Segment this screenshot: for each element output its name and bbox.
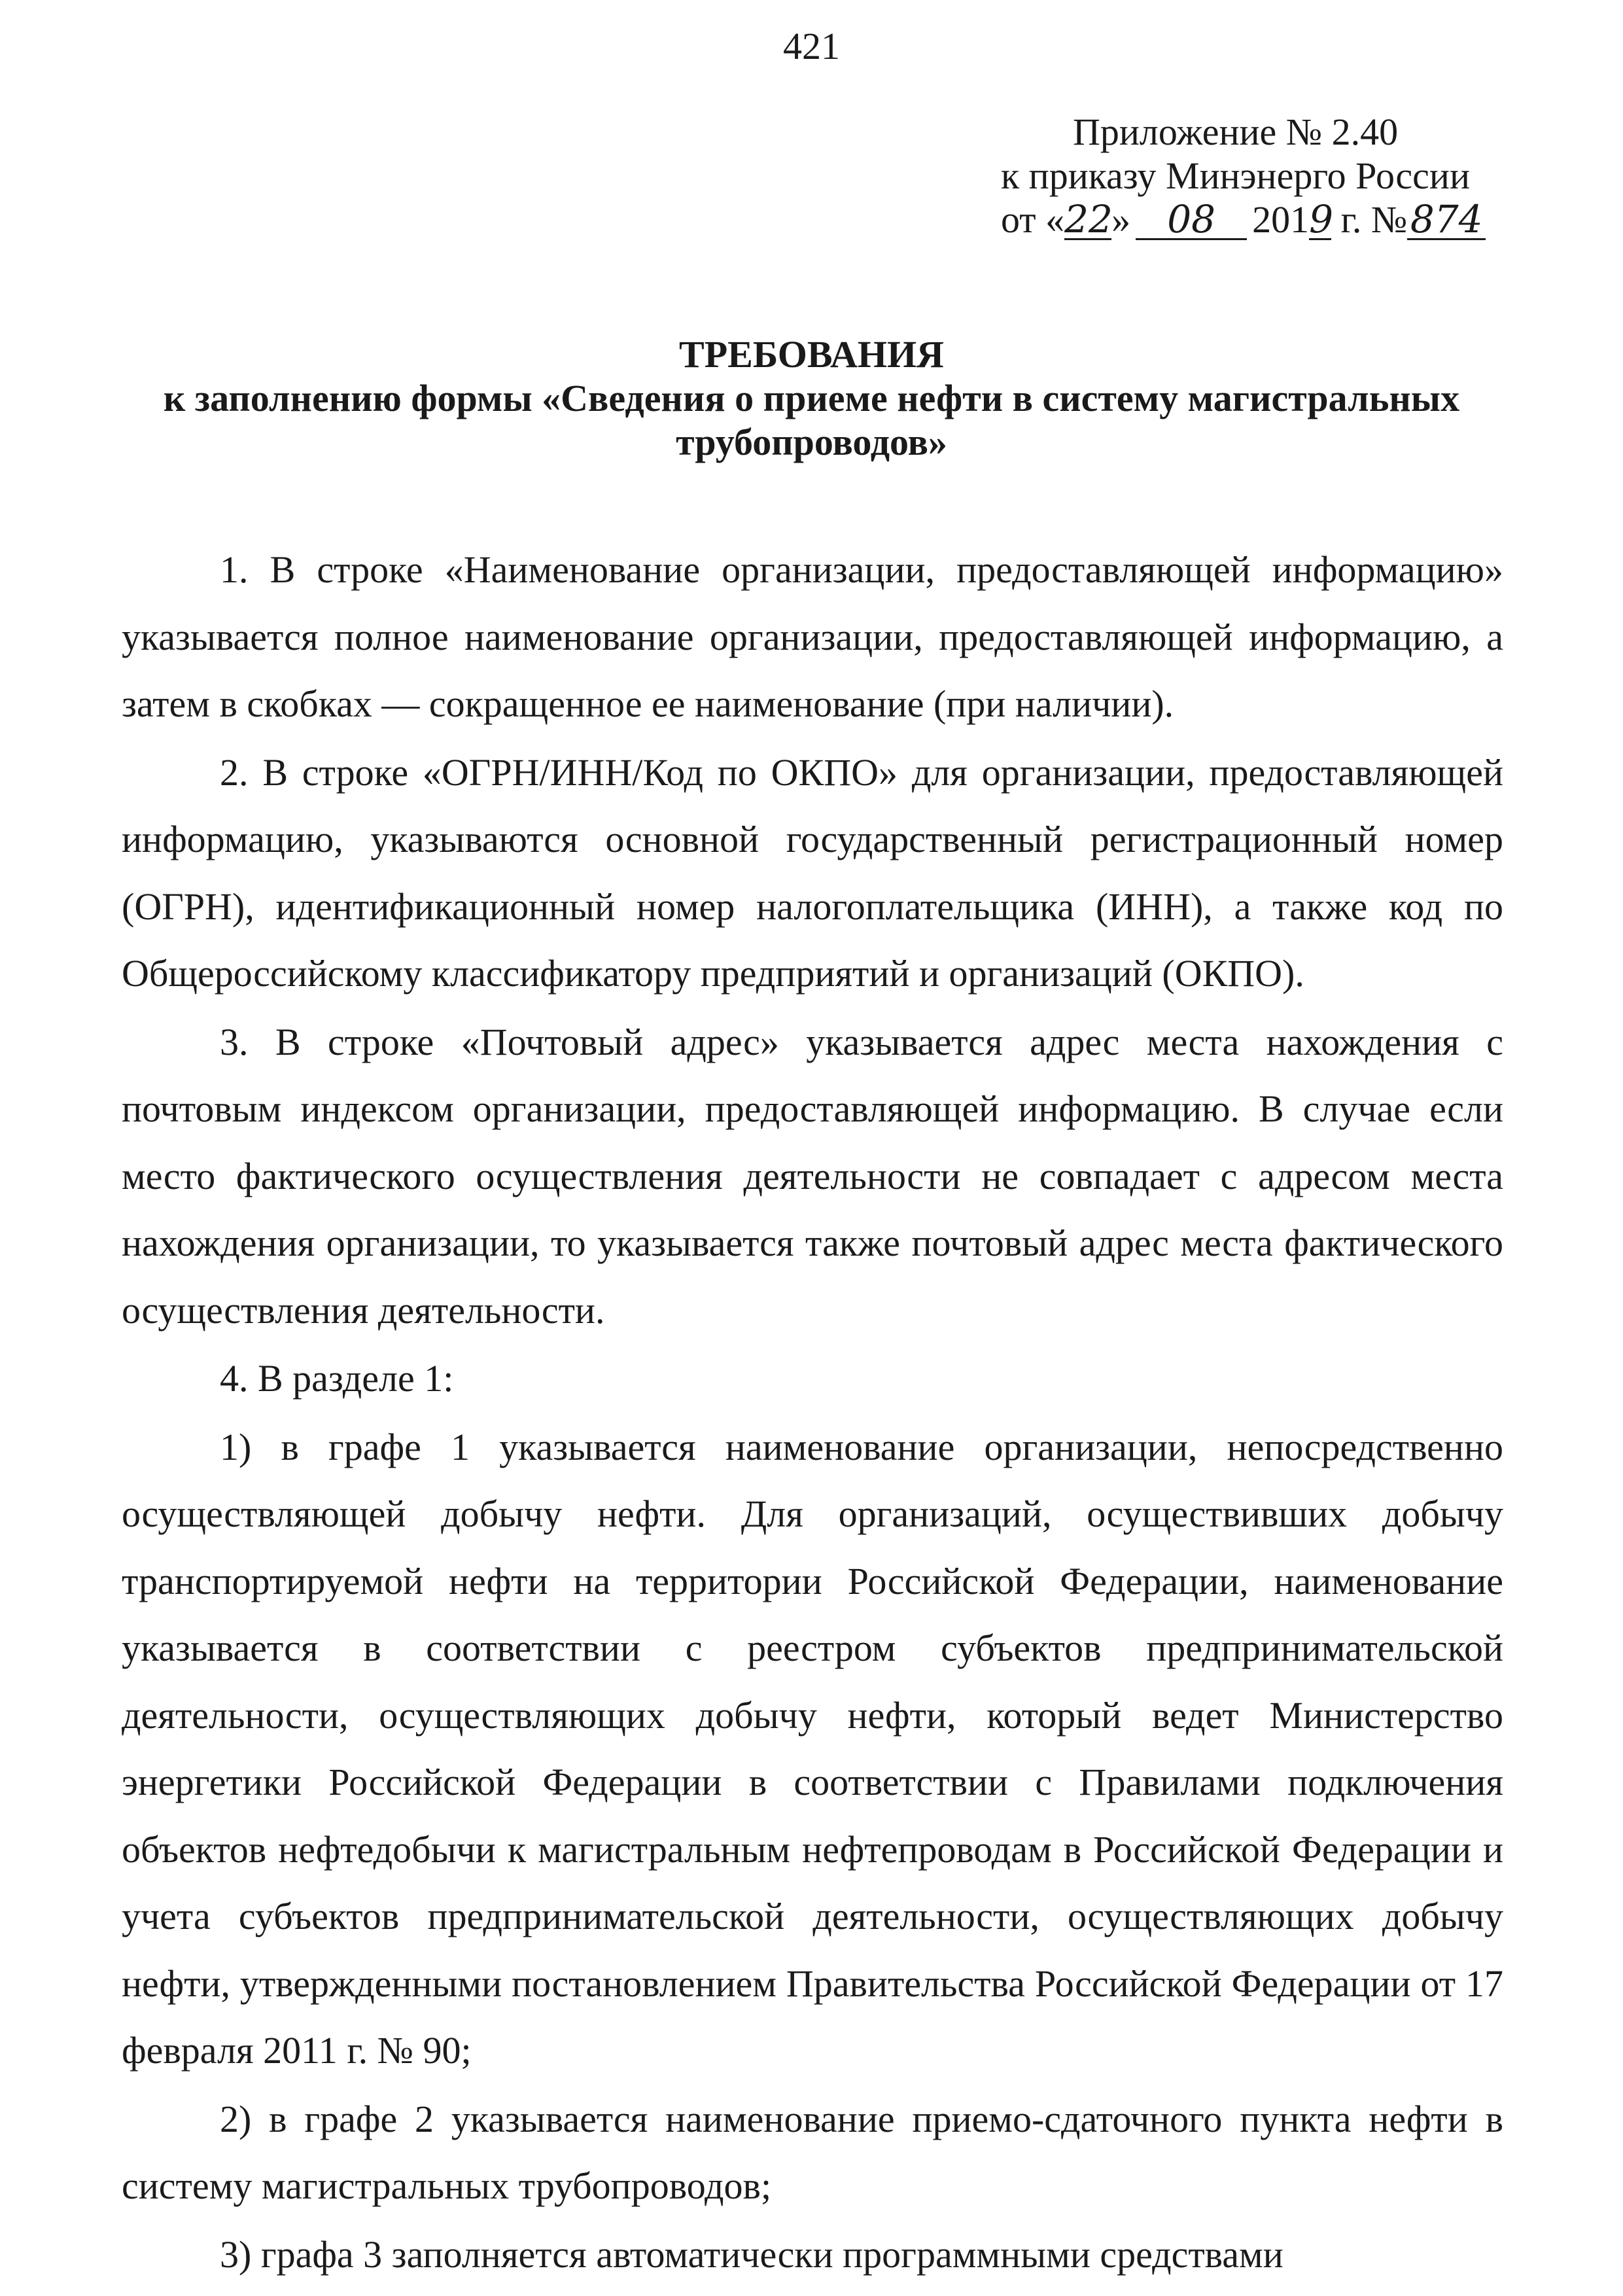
title-subtitle-line1: к заполнению формы «Сведения о приеме нефти в систему магистральных xyxy=(163,377,1460,419)
handwritten-year-digit: 9 xyxy=(1309,197,1333,241)
handwritten-day: 22 xyxy=(1064,197,1113,241)
paragraph-1: 1. В строке «Наименование организации, предоставляющей информацию» указывается полное наименование организации, предоставляющей информацию, а затем в скобках — сокращенное ее наименование (при наличии). xyxy=(122,548,1503,725)
date-mid: » xyxy=(1111,198,1131,241)
paragraph-2: 2. В строке «ОГРН/ИНН/Код по ОКПО» для организации, предоставляющей информацию, указываются основной государственный регистрационный номер (ОГРН), идентификационный номер налогоплательщика (ИНН), а также код по Общероссийскому классификатору предприятий и организаций (ОКПО). xyxy=(122,751,1503,995)
appendix-date-line xyxy=(1001,198,1524,241)
appendix-order-reference: к приказу Минэнерго России xyxy=(1001,154,1470,197)
handwritten-order-number: 874 xyxy=(1407,200,1486,240)
title-heading: ТРЕБОВАНИЯ xyxy=(679,333,944,376)
date-prefix: от « xyxy=(1001,198,1065,241)
paragraph-4-item-2: 2) в графе 2 указывается наименование приемо-сдаточного пункта нефти в систему магистральных трубопроводов; xyxy=(122,2097,1503,2207)
title-subtitle-line2: трубопроводов» xyxy=(676,421,947,463)
document-title xyxy=(0,332,1623,464)
appendix-header xyxy=(1001,110,1524,241)
paragraph-4-item-3: 3) графа 3 заполняется автоматически программными средствами xyxy=(220,2233,1283,2276)
page-number: 421 xyxy=(783,25,840,67)
paragraph-3: 3. В строке «Почтовый адрес» указывается адрес места нахождения с почтовым индексом организации, предоставляющей информацию. В случае если место фактического осуществления деятельности не совпадает с адресом места нахождения организации, то указывается также почтовый адрес места фактического осуществления деятельности. xyxy=(122,1020,1503,1332)
paragraph-4-section-heading: 4. В разделе 1: xyxy=(220,1357,454,1400)
year-suffix: г. № xyxy=(1331,198,1408,241)
handwritten-month: 08 xyxy=(1136,200,1247,240)
paragraph-4-item-1: 1) в графе 1 указывается наименование организации, непосредственно осуществляющей добычу нефти. Для организаций, осуществивших добычу транспортируемой нефти на территории Российской Федерации, наименование указывается в соответствии с реестром субъектов предпринимательской деятельности, осуществляющих добычу нефти, который ведет Министерство энергетики Российской Федерации в соответствии с Правилами подключения объектов нефтедобычи к магистральным нефтепроводам в Российской Федерации и учета субъектов предпринимательской деятельности, осуществляющих добычу нефти, утвержденными постановлением Правительства Российской Федерации от 17 февраля 2011 г. № 90; xyxy=(122,1425,1503,2072)
document-body xyxy=(122,537,1503,2289)
year-prefix: 201 xyxy=(1252,198,1310,241)
appendix-label: Приложение № 2.40 xyxy=(1073,111,1399,153)
